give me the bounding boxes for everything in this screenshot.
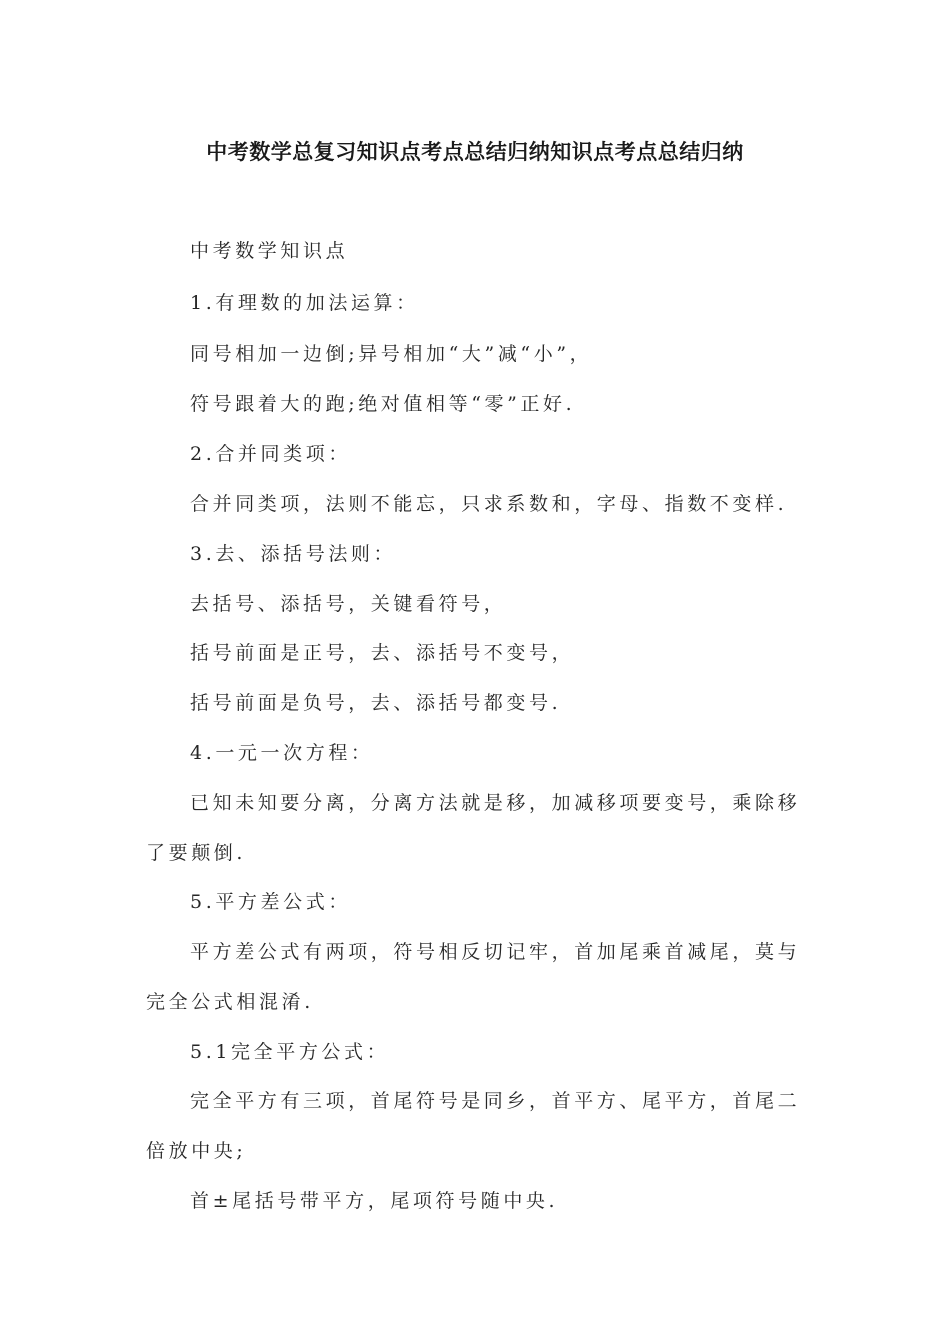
- topic-heading-perfect-square: 5.1完全平方公式：: [190, 1041, 390, 1063]
- topic-heading-like-terms: 2.合并同类项：: [190, 443, 351, 465]
- paragraph-line-continued: 了要颠倒.: [146, 842, 247, 864]
- paragraph-line: 符号跟着大的跑;绝对值相等“零”正好.: [190, 393, 576, 415]
- topic-heading-brackets: 3.去、添括号法则：: [190, 543, 397, 565]
- paragraph-line-continued: 完全公式相混淆.: [146, 991, 314, 1013]
- paragraph-line: 已知未知要分离，分离方法就是移，加减移项要变号，乘除移: [190, 792, 801, 814]
- topic-heading-addition: 1.有理数的加法运算：: [190, 292, 419, 314]
- paragraph-line: 首±尾括号带平方，尾项符号随中央.: [190, 1190, 559, 1212]
- paragraph-line: 合并同类项，法则不能忘，只求系数和，字母、指数不变样.: [190, 493, 788, 515]
- topic-heading-linear-equation: 4.一元一次方程：: [190, 742, 374, 764]
- document-title: 中考数学总复习知识点考点总结归纳知识点考点总结归纳: [206, 140, 744, 164]
- paragraph-line: 去括号、添括号，关键看符号，: [190, 593, 507, 615]
- paragraph-line: 平方差公式有两项，符号相反切记牢，首加尾乘首减尾，莫与: [190, 941, 801, 963]
- paragraph-line: 完全平方有三项，首尾符号是同乡，首平方、尾平方，首尾二: [190, 1090, 801, 1112]
- paragraph-line: 括号前面是正号，去、添括号不变号，: [190, 642, 575, 664]
- topic-heading-difference-of-squares: 5.平方差公式：: [190, 891, 351, 913]
- section-heading: 中考数学知识点: [190, 240, 349, 262]
- paragraph-line: 同号相加一边倒;异号相加“大”减“小”，: [190, 343, 593, 365]
- paragraph-line: 括号前面是负号，去、添括号都变号.: [190, 692, 562, 714]
- paragraph-line-continued: 倍放中央;: [146, 1140, 247, 1162]
